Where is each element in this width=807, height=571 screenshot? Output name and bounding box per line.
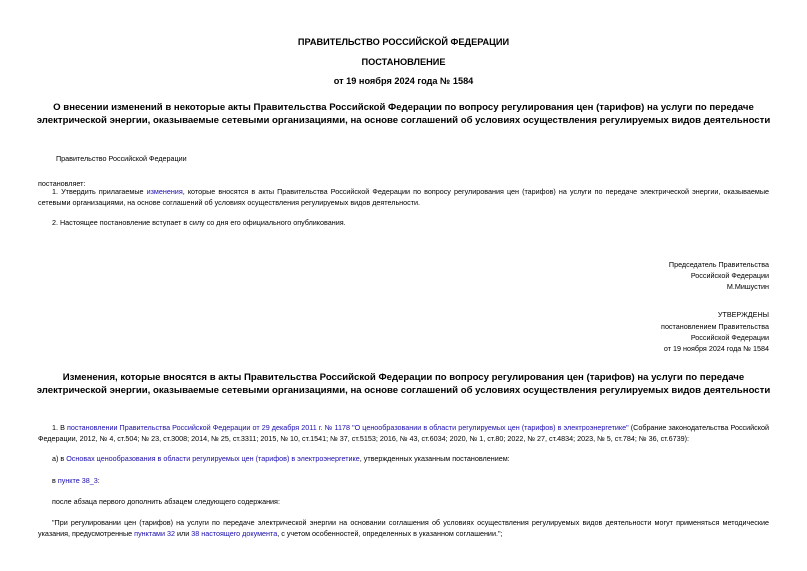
item-1-after: , которые вносятся в акты Правительства Российской Федерации по вопросу регулирования цен (тарифов) на услуги по передаче электрической энергии, оказываемые сетевыми организациями, на основе соглашений об условиях осуществления регулируемых видов деятельности. [38,187,769,207]
quote-part-1: "При регулировании цен (тарифов) на услуги по передаче электрической энергии на основании соглашения об условиях осуществления регулируемых видов деятельности могут применяться методические указания, предусмотренные [38,518,769,538]
decree-date-number: от 19 ноября 2024 года № 1584 [333,76,474,86]
quote-paragraph [38,517,769,539]
punkt-prefix: в [52,476,58,485]
sub-item-a-suffix: , утвержденных указанным постановлением: [359,454,510,463]
quote-part-2: или [175,529,192,538]
punkt-38-link[interactable]: 38 настоящего документа [191,529,278,538]
punkt-suffix: : [97,476,100,485]
changes-item-1 [38,422,769,444]
signature-name: М.Мишустин [726,282,769,291]
government-line: Правительство Российской Федерации [56,154,187,163]
quote-part-3: , с учетом особенностей, определенных в указанном соглашении."; [277,529,503,538]
signature-position-1: Председатель Правительства [668,260,769,269]
document-type: ПОСТАНОВЛЕНИЕ [361,57,446,67]
sub-item-a-prefix: а) в [52,454,67,463]
sub-item-a [52,453,510,464]
government-heading: ПРАВИТЕЛЬСТВО РОССИЙСКОЙ ФЕДЕРАЦИИ [297,37,510,47]
punkt-line [52,475,100,486]
pricing-basics-link[interactable]: Основах ценообразования в области регулируемых цен (тарифов) в электроэнергетике [66,454,360,463]
punkt-38-3-link[interactable]: пункте 38_3 [57,476,98,485]
approved-date-line: от 19 ноября 2024 года № 1584 [663,344,769,353]
decree-title: О внесении изменений в некоторые акты Правительства Российской Федерации по вопросу регулирования цен (тарифов) на услуги по передаче электрической энергии, оказываемые сетевыми организациями, на основе соглашений об условиях осуществления регулируемых видов деятельности [36,102,771,126]
approved-federation-line: Российской Федерации [690,333,769,342]
decree-1178-link[interactable]: постановлении Правительства Российской Федерации от 29 декабря 2011 г. № 1178 "О ценообразовании в области регулируемых цен (тарифов) в электроэнергетике" [66,423,629,432]
changes-item-1-suffix: (Собрание законодательства Российской Федерации, 2012, № 4, ст.504; № 23, ст.3008; 2014, № 25, ст.3311; 2015, № 10, ст.1541; № 37, ст.5153; 2016, № 43, ст.6034; 2020, № 1, ст.80; 2022, № 27, ст.4834; 2023, № 5, ст.784; № 36, ст.6739): [38,423,769,443]
approved-by-line: постановлением Правительства [661,322,769,331]
item-1 [38,186,769,208]
changes-title: Изменения, которые вносятся в акты Правительства Российской Федерации по вопросу регулирования цен (тарифов) на услуги по передаче электрической энергии, оказываемые сетевыми организациями, на основе соглашений об условиях осуществления регулируемых видов деятельности [36,372,771,396]
approved-label: УТВЕРЖДЕНЫ [717,310,769,319]
changes-link[interactable]: изменения [146,187,183,196]
punkt-32-link[interactable]: пунктами 32 [134,529,176,538]
signature-position-2: Российской Федерации [690,271,769,280]
after-paragraph-line: после абзаца первого дополнить абзацем следующего содержания: [52,497,280,506]
decrees-word: постановляет: [38,179,86,188]
item-1-before: 1. Утвердить прилагаемые [52,187,147,196]
changes-item-1-prefix: 1. В [52,423,67,432]
item-2: 2. Настоящее постановление вступает в силу со дня его официального опубликования. [52,218,346,227]
